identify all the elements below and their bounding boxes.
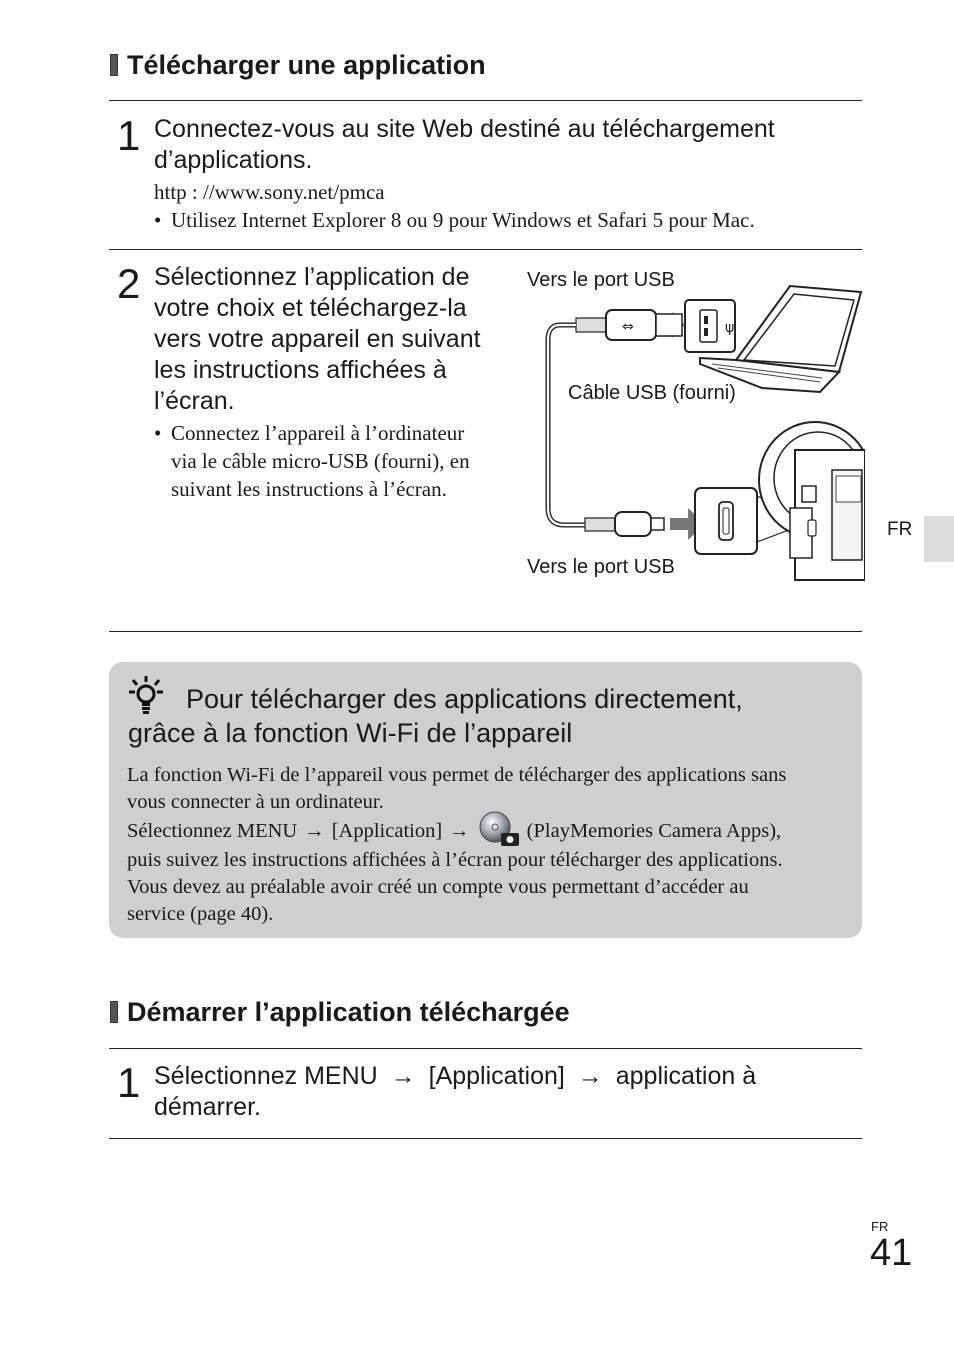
arrow-icon: → <box>577 1062 603 1090</box>
divider <box>109 249 862 250</box>
svg-text:ψ: ψ <box>725 320 735 336</box>
label-usb-port-bottom: Vers le port USB <box>527 556 675 578</box>
arrow-icon: → <box>449 819 470 842</box>
step-text-line: l’écran. <box>154 387 235 415</box>
bullet-dot: • <box>154 208 162 232</box>
note-line: suivant les instructions à l’écran. <box>171 477 447 501</box>
step-number: 1 <box>117 1059 141 1106</box>
tip-body-line: Vous devez au préalable avoir créé un compte vous permettant d’accéder au <box>127 875 749 898</box>
menu-text: Sélectionnez MENU <box>154 1062 378 1090</box>
section-title-text: Démarrer l’application téléchargée <box>127 997 570 1027</box>
divider <box>109 631 862 632</box>
arrow-icon: → <box>304 819 325 842</box>
tip-body-line: vous connecter à un ordinateur. <box>127 791 384 814</box>
tip-body-line: service (page 40). <box>127 903 274 926</box>
camera-illustration <box>759 422 865 580</box>
step-text-line: Sélectionnez l’application de <box>154 263 470 291</box>
note-text <box>171 419 470 503</box>
divider <box>109 100 862 101</box>
step-text <box>154 114 854 176</box>
svg-text:⇔: ⇔ <box>622 319 634 335</box>
note-line: Connectez l’appareil à l’ordinateur <box>171 421 465 445</box>
tip-body-line <box>127 817 855 847</box>
label-usb-port-top: Vers le port USB <box>527 269 675 291</box>
application-text: [Application] <box>331 819 443 842</box>
note-bullet <box>154 419 524 503</box>
tip-title-line2: grâce à la fonction Wi-Fi de l’appareil <box>128 718 573 748</box>
step-number: 1 <box>117 112 141 159</box>
page-number: 41 <box>870 1232 913 1274</box>
tip-body-line: puis suivez les instructions affichées à l’écran pour télécharger des applications. <box>127 848 783 871</box>
menu-text: Sélectionnez MENU <box>127 819 298 842</box>
note-text: Utilisez Internet Explorer 8 ou 9 pour Windows et Safari 5 pour Mac. <box>171 208 755 232</box>
label-usb-cable: Câble USB (fourni) <box>568 382 736 404</box>
step-text-line: Connectez-vous au site Web destiné au téléchargement <box>154 115 775 143</box>
tip-body-line: La fonction Wi-Fi de l’appareil vous permet de télécharger des applications sans <box>127 764 787 786</box>
step-text <box>154 262 524 417</box>
divider <box>109 1138 862 1139</box>
step-text-line <box>154 1061 854 1092</box>
section-title-download <box>110 49 486 81</box>
section-title-text: Télécharger une application <box>127 50 486 80</box>
step-text-line: d’applications. <box>154 146 313 174</box>
lightbulb-hint-icon <box>128 675 164 715</box>
step-text-line: les instructions affichées à <box>154 356 447 384</box>
step-text <box>154 1061 854 1123</box>
application-text: [Application] <box>428 1062 565 1090</box>
apps-text: (PlayMemories Camera Apps), <box>526 819 782 842</box>
footer-language: FR <box>871 1219 889 1234</box>
step-text-line: votre choix et téléchargez-la <box>154 294 467 322</box>
arrow-icon: → <box>390 1062 416 1090</box>
micro-usb-plug <box>615 512 651 536</box>
tip-title-line1: Pour télécharger des applications directement, <box>186 684 743 714</box>
step-number: 2 <box>117 260 141 307</box>
tip-body <box>127 762 855 928</box>
section-title-launch <box>110 996 570 1028</box>
step-text-line: vers votre appareil en suivant <box>154 325 481 353</box>
url-text: http : //www.sony.net/pmca <box>154 180 385 204</box>
language-tab-marker <box>924 516 954 562</box>
usb-connection-diagram <box>540 280 865 585</box>
note-bullet <box>154 206 854 234</box>
playmemories-camera-apps-icon <box>477 811 521 847</box>
application-start-text: application à <box>615 1062 757 1090</box>
divider <box>109 1048 862 1049</box>
note-line: via le câble micro-USB (fourni), en <box>171 449 470 473</box>
language-label: FR <box>887 519 913 540</box>
step-text-line: démarrer. <box>154 1093 261 1121</box>
section-marker <box>110 54 118 76</box>
bullet-dot: • <box>154 421 162 445</box>
section-marker <box>110 1001 118 1023</box>
